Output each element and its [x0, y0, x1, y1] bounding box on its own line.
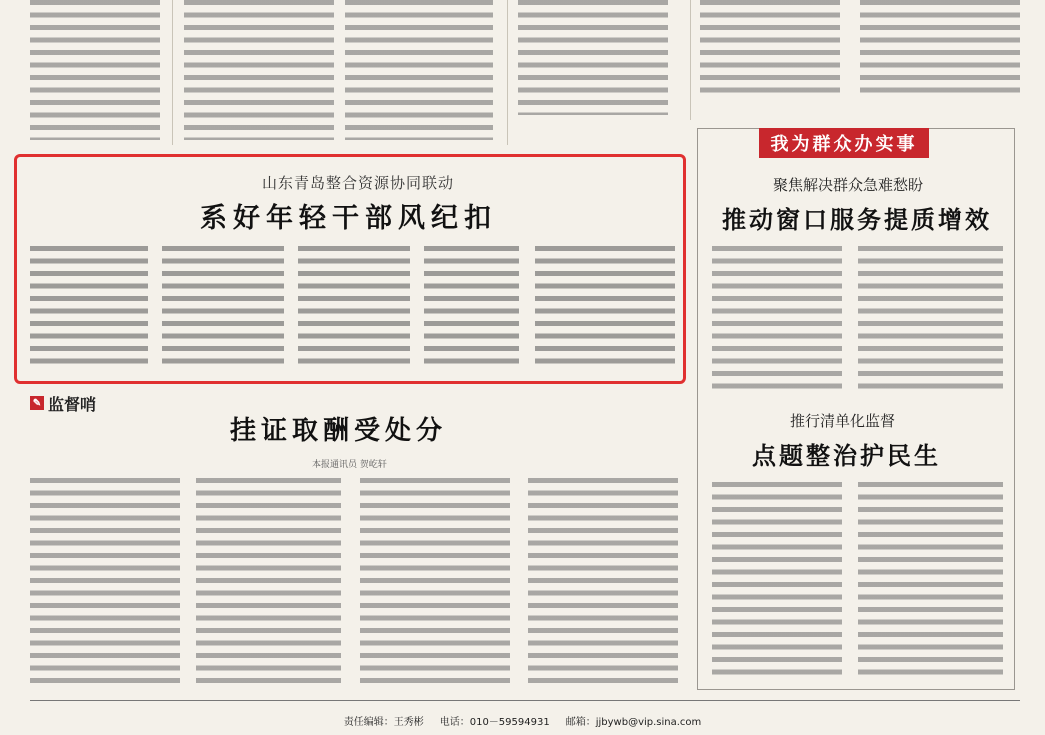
text-column-3 — [345, 0, 493, 140]
column-divider — [507, 0, 508, 145]
text-column-4 — [518, 0, 668, 115]
right-bottom-headline: 点题整治护民生 — [752, 441, 941, 470]
article-headline: 系好年轻干部风纪扣 — [200, 203, 497, 234]
column-mark-icon: ✎ — [30, 396, 44, 410]
main-body-col-3 — [360, 478, 510, 690]
text-column-2 — [184, 0, 334, 140]
footer-email: 邮箱：jjbywb@vip.sina.com — [565, 716, 702, 728]
right-top-headline: 推动窗口服务提质增效 — [722, 205, 992, 234]
footer — [0, 705, 1045, 735]
article-body-col-1 — [30, 246, 148, 371]
main-body-col-2 — [196, 478, 341, 690]
article-body-col-5 — [535, 246, 675, 371]
footer-divider — [30, 700, 1020, 701]
text-column-1 — [30, 0, 160, 140]
article-kicker: 山东青岛整合资源协同联动 — [262, 174, 455, 192]
main-article-byline: 本报通讯员 贺屹轩 — [312, 460, 387, 470]
column-label — [30, 393, 96, 413]
text-column-6 — [860, 0, 1020, 100]
right-bottom-kicker: 推行清单化监督 — [790, 412, 896, 430]
column-divider — [690, 0, 691, 120]
main-body-col-4 — [528, 478, 678, 690]
article-body-col-2 — [162, 246, 284, 371]
right-top-kicker: 聚焦解决群众急难愁盼 — [773, 176, 924, 194]
right-bottom-body-col-2 — [858, 482, 1003, 678]
main-body-col-1 — [30, 478, 180, 690]
article-body-col-3 — [298, 246, 410, 371]
right-top-body-col-1 — [712, 246, 842, 396]
right-bottom-body-col-1 — [712, 482, 842, 678]
article-body-col-4 — [424, 246, 519, 371]
text-column-5 — [700, 0, 840, 100]
main-article-headline: 挂证取酬受处分 — [230, 416, 448, 446]
section-banner: 我为群众办实事 — [759, 128, 929, 158]
footer-editor: 责任编辑：王秀彬 — [343, 716, 424, 728]
column-label-text: 监督哨 — [48, 394, 97, 414]
right-top-body-col-2 — [858, 246, 1003, 396]
footer-phone: 电话：010－59594931 — [439, 716, 550, 728]
column-divider — [172, 0, 173, 145]
